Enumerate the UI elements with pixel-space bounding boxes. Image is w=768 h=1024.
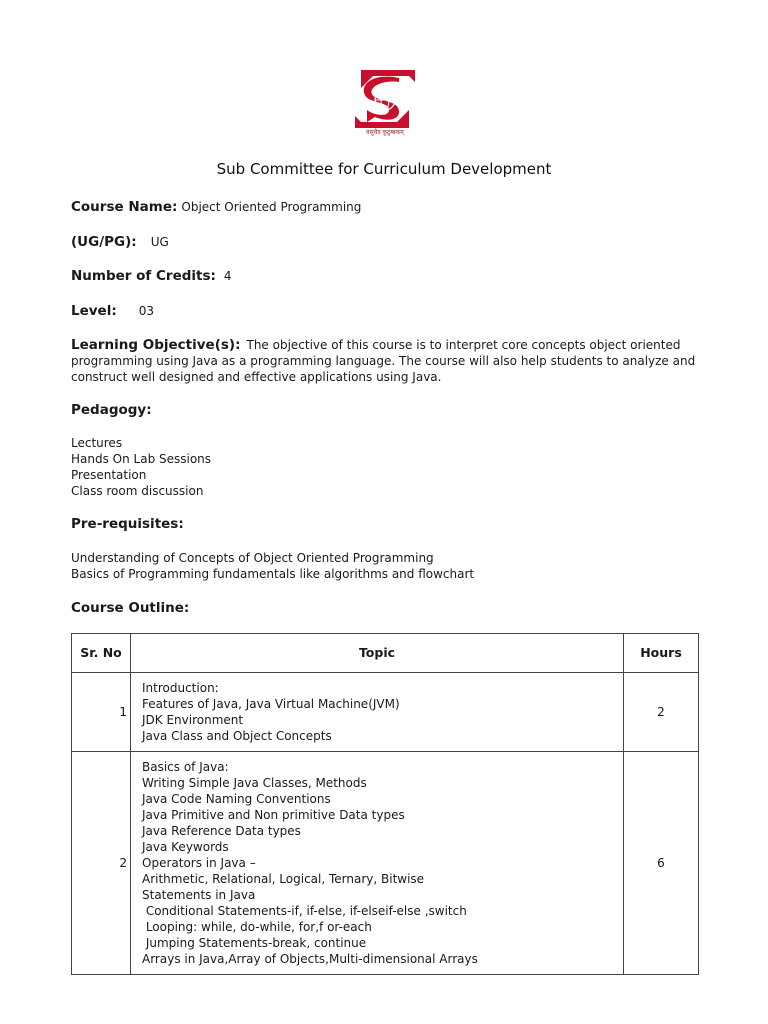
table-row	[72, 673, 699, 752]
table-header-row	[72, 634, 699, 673]
column-header-topic: Topic	[131, 634, 624, 673]
topic-line: Jumping Statements-break, continue	[142, 936, 367, 950]
course-outline-table	[71, 633, 699, 975]
topic-line: Java Reference Data types	[142, 824, 301, 838]
list-item: Lectures	[71, 436, 123, 450]
objective-label: Learning Objective(s):	[71, 337, 241, 353]
topic-line: Java Code Naming Conventions	[142, 792, 331, 806]
pedagogy-heading: Pedagogy:	[71, 402, 152, 418]
learning-objective	[71, 337, 701, 385]
topic-line: Writing Simple Java Classes, Methods	[142, 776, 367, 790]
row-srno: 1	[72, 673, 131, 752]
objective-text: The objective of this course is to interpret core concepts object oriented programming using Java as a programming language. The course will also help students to analyze and construct well designed and effective applications using Java.	[71, 338, 696, 384]
pedagogy-list	[71, 435, 211, 499]
topic-line: Operators in Java –	[142, 856, 256, 870]
level-label: Level:	[71, 303, 117, 319]
row-srno: 2	[72, 752, 131, 975]
row-hours: 2	[624, 673, 699, 752]
topic-line: Introduction:	[142, 681, 219, 695]
prerequisites-heading: Pre-requisites:	[71, 516, 184, 532]
logo-motto: वसुधैव कुटुम्बकम्	[366, 129, 404, 136]
course-name-label: Course Name:	[71, 199, 178, 215]
topic-line: Java Primitive and Non primitive Data types	[142, 808, 405, 822]
topic-line: Features of Java, Java Virtual Machine(JVM)	[142, 697, 400, 711]
level-value: 03	[138, 304, 155, 318]
row-topic	[131, 673, 624, 752]
ugpg-field	[71, 234, 169, 250]
list-item: Basics of Programming fundamentals like algorithms and flowchart	[71, 567, 475, 581]
topic-line: Java Class and Object Concepts	[142, 729, 332, 743]
topic-line: Arrays in Java,Array of Objects,Multi-dimensional Arrays	[142, 952, 478, 966]
topic-line: JDK Environment	[142, 713, 244, 727]
credits-label: Number of Credits:	[71, 268, 216, 284]
ugpg-label: (UG/PG):	[71, 234, 137, 250]
outline-heading: Course Outline:	[71, 600, 190, 616]
list-item: Hands On Lab Sessions	[71, 452, 212, 466]
prerequisites-list	[71, 550, 474, 582]
row-topic	[131, 752, 624, 975]
credits-field	[71, 268, 232, 284]
topic-line: Looping: while, do-while, for,f or-each	[142, 920, 372, 934]
column-header-hours: Hours	[624, 634, 699, 673]
list-item: Understanding of Concepts of Object Oriented Programming	[71, 551, 434, 565]
list-item: Class room discussion	[71, 484, 204, 498]
level-field	[71, 303, 154, 319]
topic-line: Statements in Java	[142, 888, 256, 902]
ugpg-value: UG	[150, 235, 169, 249]
table-row	[72, 752, 699, 975]
page-title: Sub Committee for Curriculum Development	[216, 160, 552, 178]
topic-line: Arithmetic, Relational, Logical, Ternary, Bitwise	[142, 872, 425, 886]
column-header-srno: Sr. No	[72, 634, 131, 673]
topic-line: Basics of Java:	[142, 760, 229, 774]
course-name-field	[71, 199, 361, 215]
row-hours: 6	[624, 752, 699, 975]
list-item: Presentation	[71, 468, 147, 482]
credits-value: 4	[223, 269, 232, 283]
topic-line: Conditional Statements-if, if-else, if-elseif-else ,switch	[142, 904, 467, 918]
topic-line: Java Keywords	[142, 840, 229, 854]
course-name-value: Object Oriented Programming	[181, 200, 362, 214]
